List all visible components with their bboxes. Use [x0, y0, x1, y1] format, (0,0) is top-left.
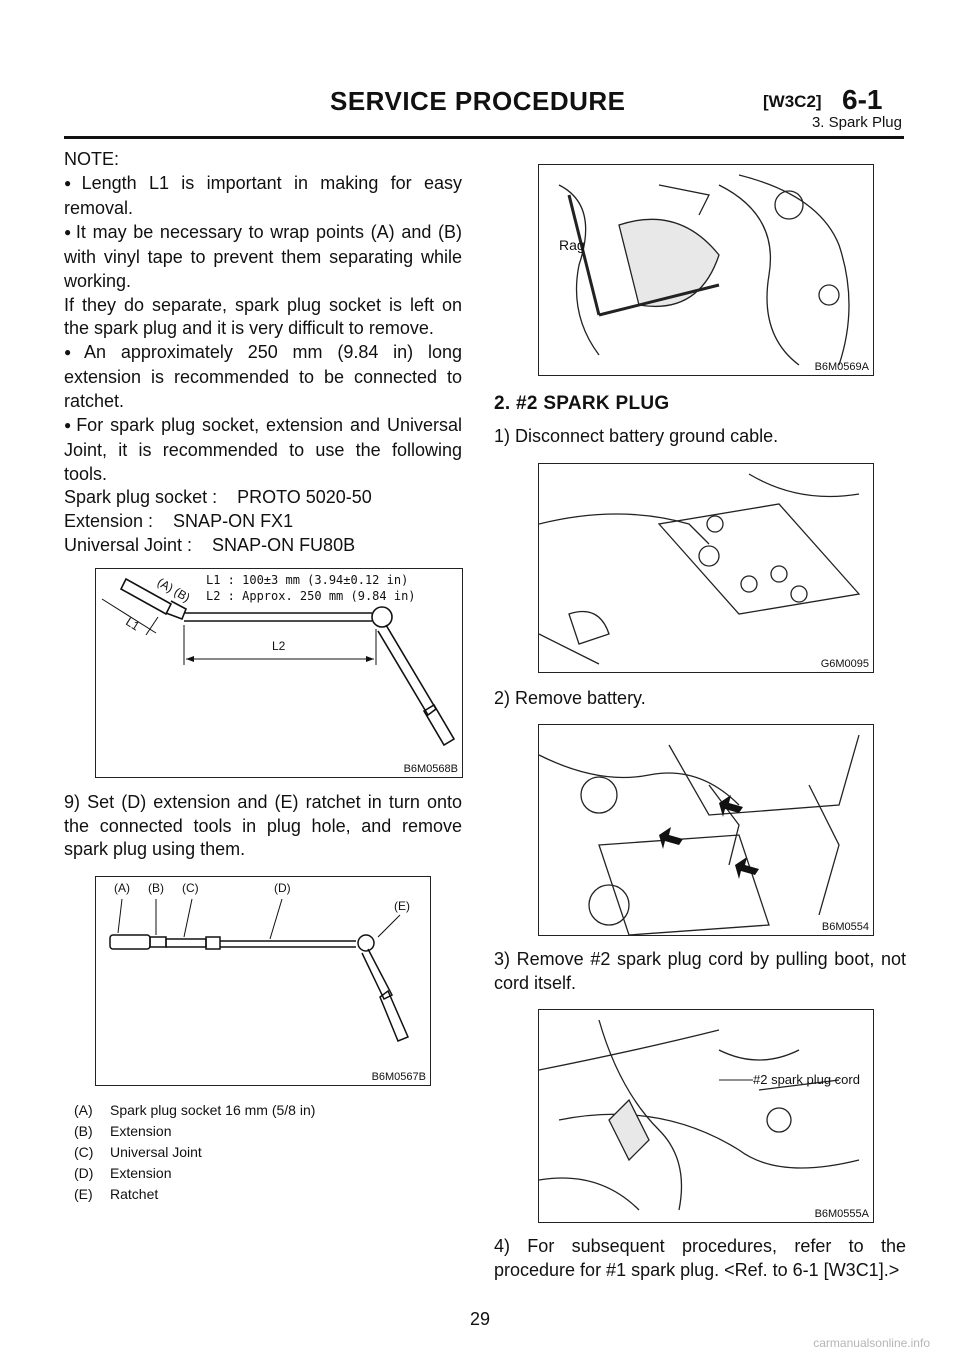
figure-1-l1-label: L1 [123, 614, 143, 634]
engine-bay-illustration [539, 165, 873, 375]
figure-remove-battery-photo [538, 724, 874, 936]
step-1: 1) Disconnect battery ground cable. [494, 426, 779, 446]
figure-6-code: B6M0555A [814, 1208, 869, 1221]
figure-2-code: B6M0567B [371, 1070, 426, 1083]
battery-cable-illustration [539, 464, 873, 672]
battery-removal-illustration [539, 725, 873, 935]
tool-assembly-drawing [96, 877, 430, 1085]
note-bullet-3: ● An approximately 250 mm (9.84 in) long extension is recommended to be connected to ratchet. [64, 341, 462, 414]
figure-3-code: B6M0569A [814, 361, 869, 373]
step-2: 2) Remove battery. [494, 687, 646, 708]
watermark: carmanualsonline.info [813, 1336, 930, 1350]
figure-1-ab-label: (A) (B) [154, 575, 193, 605]
legend-list [74, 1100, 462, 1205]
section-code: [W3C2] [763, 92, 822, 111]
step-9: 9) Set (D) extension and (E) ratchet in turn onto the connected tools in plug hole, and remove spark plug using them. [64, 792, 462, 860]
legend-item: (D) Extension [74, 1164, 172, 1181]
section-number: 6-1 [842, 84, 883, 115]
note-bullet-4: ● For spark plug socket, extension and Universal Joint, it is recommended to use the following tools. [64, 414, 462, 487]
figure-3-rag-label: Rag [559, 237, 585, 253]
tool-spark-plug-socket: Spark plug socket : PROTO 5020-50 [64, 487, 372, 508]
legend-item: (C) Universal Joint [74, 1143, 202, 1160]
left-column [64, 148, 462, 1205]
figure-2-label-d: (D) [274, 880, 291, 895]
figure-1-l2-spec: L2 : Approx. 250 mm (9.84 in) [206, 589, 416, 604]
figure-spark-plug-cord-photo [538, 1009, 874, 1223]
note-bullet-2: ● It may be necessary to wrap points (A) and (B) with vinyl tape to prevent them separating while working. [64, 221, 462, 294]
figure-1-l2-label: L2 [272, 639, 286, 654]
figure-2-label-a: (A) [114, 880, 130, 895]
page-title: SERVICE PROCEDURE [330, 86, 626, 116]
page-number: 29 [470, 1309, 491, 1329]
figure-tool-dimensions [95, 568, 463, 778]
spark-plug-cord-illustration [539, 1010, 873, 1222]
figure-4-code: G6M0095 [820, 657, 869, 670]
legend-item: (B) Extension [74, 1122, 172, 1139]
figure-tool-assembly [95, 876, 431, 1086]
figure-rag-photo [538, 164, 874, 376]
right-column [494, 148, 906, 1283]
legend-item: (A) Spark plug socket 16 mm (5/8 in) [74, 1101, 316, 1118]
figure-battery-cable-photo [538, 463, 874, 673]
figure-5-code: B6M0554 [821, 921, 869, 934]
note-bullet-1: ● Length L1 is important in making for easy removal. [64, 172, 462, 221]
note-paragraph: If they do separate, spark plug socket is left on the spark plug and it is very difficult to remove. [64, 294, 462, 339]
figure-2-label-e: (E) [394, 898, 410, 913]
step-3: 3) Remove #2 spark plug cord by pulling boot, not cord itself. [494, 949, 906, 993]
legend-item: (E) Ratchet [74, 1185, 159, 1202]
section-subtitle: 3. Spark Plug [811, 114, 902, 131]
header-rule [64, 136, 904, 139]
note-label: NOTE: [64, 149, 120, 169]
tool-extension: Extension : SNAP-ON FX1 [64, 510, 294, 531]
figure-2-label-c: (C) [182, 880, 199, 895]
figure-2-label-b: (B) [148, 880, 164, 895]
figure-1-code: B6M0568B [403, 763, 458, 776]
figure-1-l1-spec: L1 : 100±3 mm (3.94±0.12 in) [206, 573, 409, 588]
tool-universal-joint: Universal Joint : SNAP-ON FU80B [64, 534, 356, 555]
section-heading: 2. #2 SPARK PLUG [494, 393, 670, 414]
figure-6-cord-label: #2 spark plug cord [753, 1072, 860, 1088]
step-4: 4) For subsequent procedures, refer to the procedure for #1 spark plug. <Ref. to 6-1 [W3C1].> [494, 1236, 906, 1280]
